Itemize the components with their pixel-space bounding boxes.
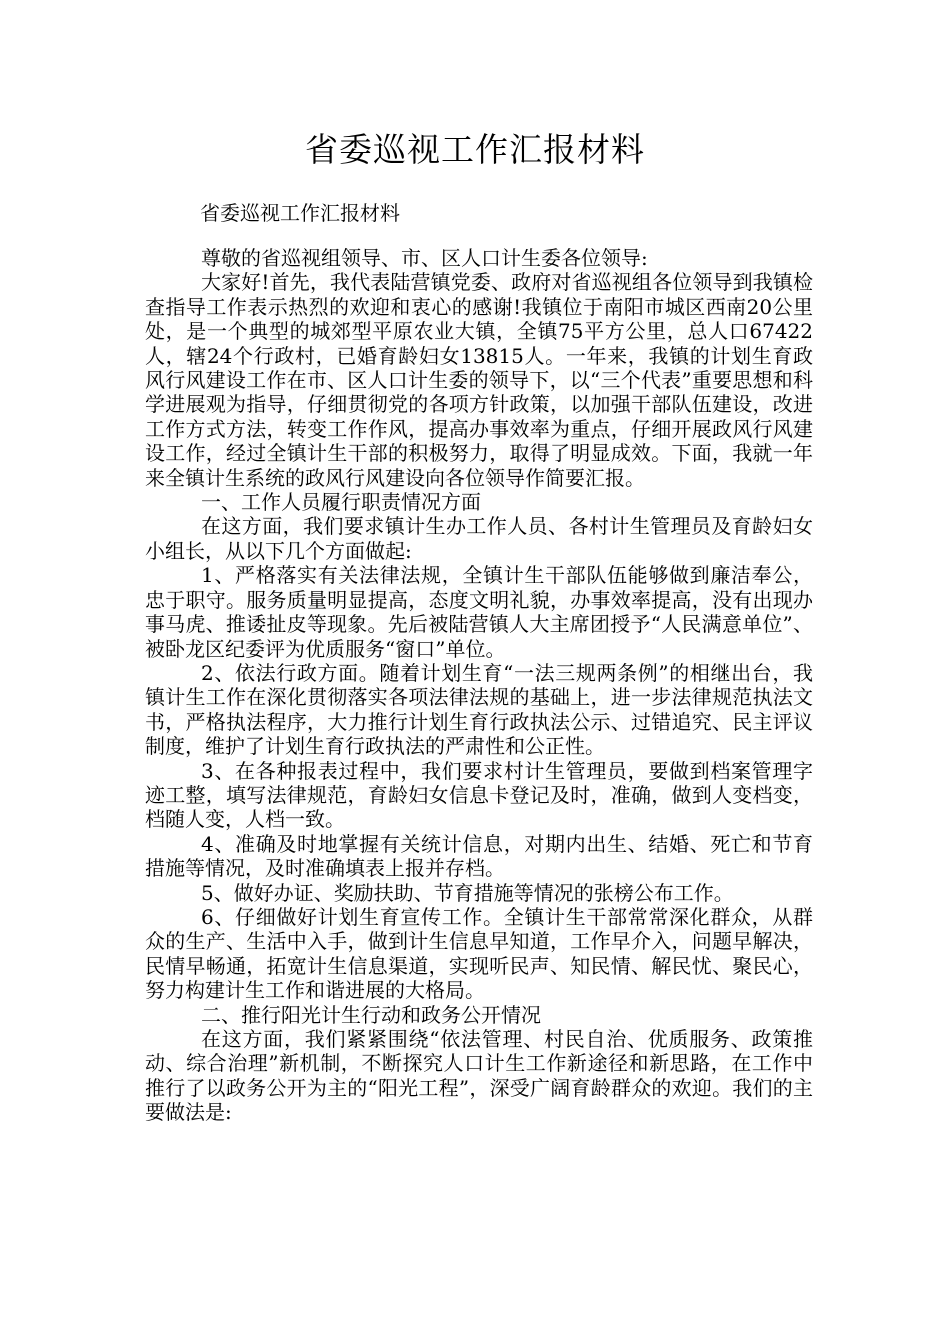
salutation: 尊敬的省巡视组领导、市、区人口计生委各位领导:	[201, 246, 648, 270]
paragraph-intro: 大家好!首先，我代表陆营镇党委、政府对省巡视组各位领导到我镇检查指导工作表示热烈的欢迎和衷心的感谢!我镇位于南阳市城区西南20公里处，是一个典型的城郊型平原农业大镇，全镇75平方公里，总人口67422人，辖24个行政村，已婚育龄妇女13815人。一年来，我镇的计划生育政风行风建设工作在市、区人口计生委的领导下，以“三个代表”重要思想和科学进展观为指导，仔细贯彻党的各项方针政策，以加强干部队伍建设，改进工作方式方法，转变工作作风，提高办事效率为重点，仔细开展政风行风建设工作，经过全镇计生干部的积极努力，取得了明显成效。下面，我就一年来全镇计生系统的政风行风建设向各位领导作简要汇报。	[145, 270, 813, 490]
list-item: 3、在各种报表过程中，我们要求村计生管理员，要做到档案管理字迹工整，填写法律规范，育龄妇女信息卡登记及时，准确，做到人变档变，档随人变，人档一致。	[145, 758, 813, 832]
document-title: 省委巡视工作汇报材料	[305, 130, 645, 169]
list-item: 2、依法行政方面。随着计划生育“一法三规两条例”的相继出台，我镇计生工作在深化贯彻落实各项法律法规的基础上，进一步法律规范执法文书，严格执法程序，大力推行计划生育行政执法公示、过错追究、民主评议制度，维护了计划生育行政执法的严肃性和公正性。	[145, 660, 813, 759]
paragraph: 在这方面，我们要求镇计生办工作人员、各村计生管理员及育龄妇女小组长，从以下几个方面做起:	[145, 514, 813, 563]
section-heading-2: 二、推行阳光计生行动和政务公开情况	[201, 1002, 541, 1027]
list-item: 5、做好办证、奖励扶助、节育措施等情况的张榜公布工作。	[201, 880, 734, 905]
paragraph: 在这方面，我们紧紧围绕“依法管理、村民自治、优质服务、政策推动、综合治理”新机制，不断探究人口计生工作新途径和新思路，在工作中推行了以政务公开为主的“阳光工程”，深受广阔育龄群众的欢迎。我们的主要做法是:	[145, 1027, 813, 1125]
list-item: 4、准确及时地掌握有关统计信息，对期内出生、结婚、死亡和节育措施等情况，及时准确填表上报并存档。	[145, 831, 813, 881]
list-item: 6、仔细做好计划生育宣传工作。全镇计生干部常常深化群众，从群众的生产、生活中入手，做到计生信息早知道，工作早介入，问题早解决，民情早畅通，拓宽计生信息渠道，实现听民声、知民情、解民忧、聚民心，努力构建计生工作和谐进展的大格局。	[145, 904, 813, 1003]
section-heading-1: 一、工作人员履行职责情况方面	[201, 490, 481, 515]
list-item: 1、严格落实有关法律法规，全镇计生干部队伍能够做到廉洁奉公，忠于职守。服务质量明显提高，态度文明礼貌，办事效率提高，没有出现办事马虎、推诿扯皮等现象。先后被陆营镇人大主席团授予“人民满意单位”、被卧龙区纪委评为优质服务“窗口”单位。	[145, 563, 813, 661]
document-subtitle: 省委巡视工作汇报材料	[200, 201, 400, 225]
document-body	[145, 246, 813, 1125]
